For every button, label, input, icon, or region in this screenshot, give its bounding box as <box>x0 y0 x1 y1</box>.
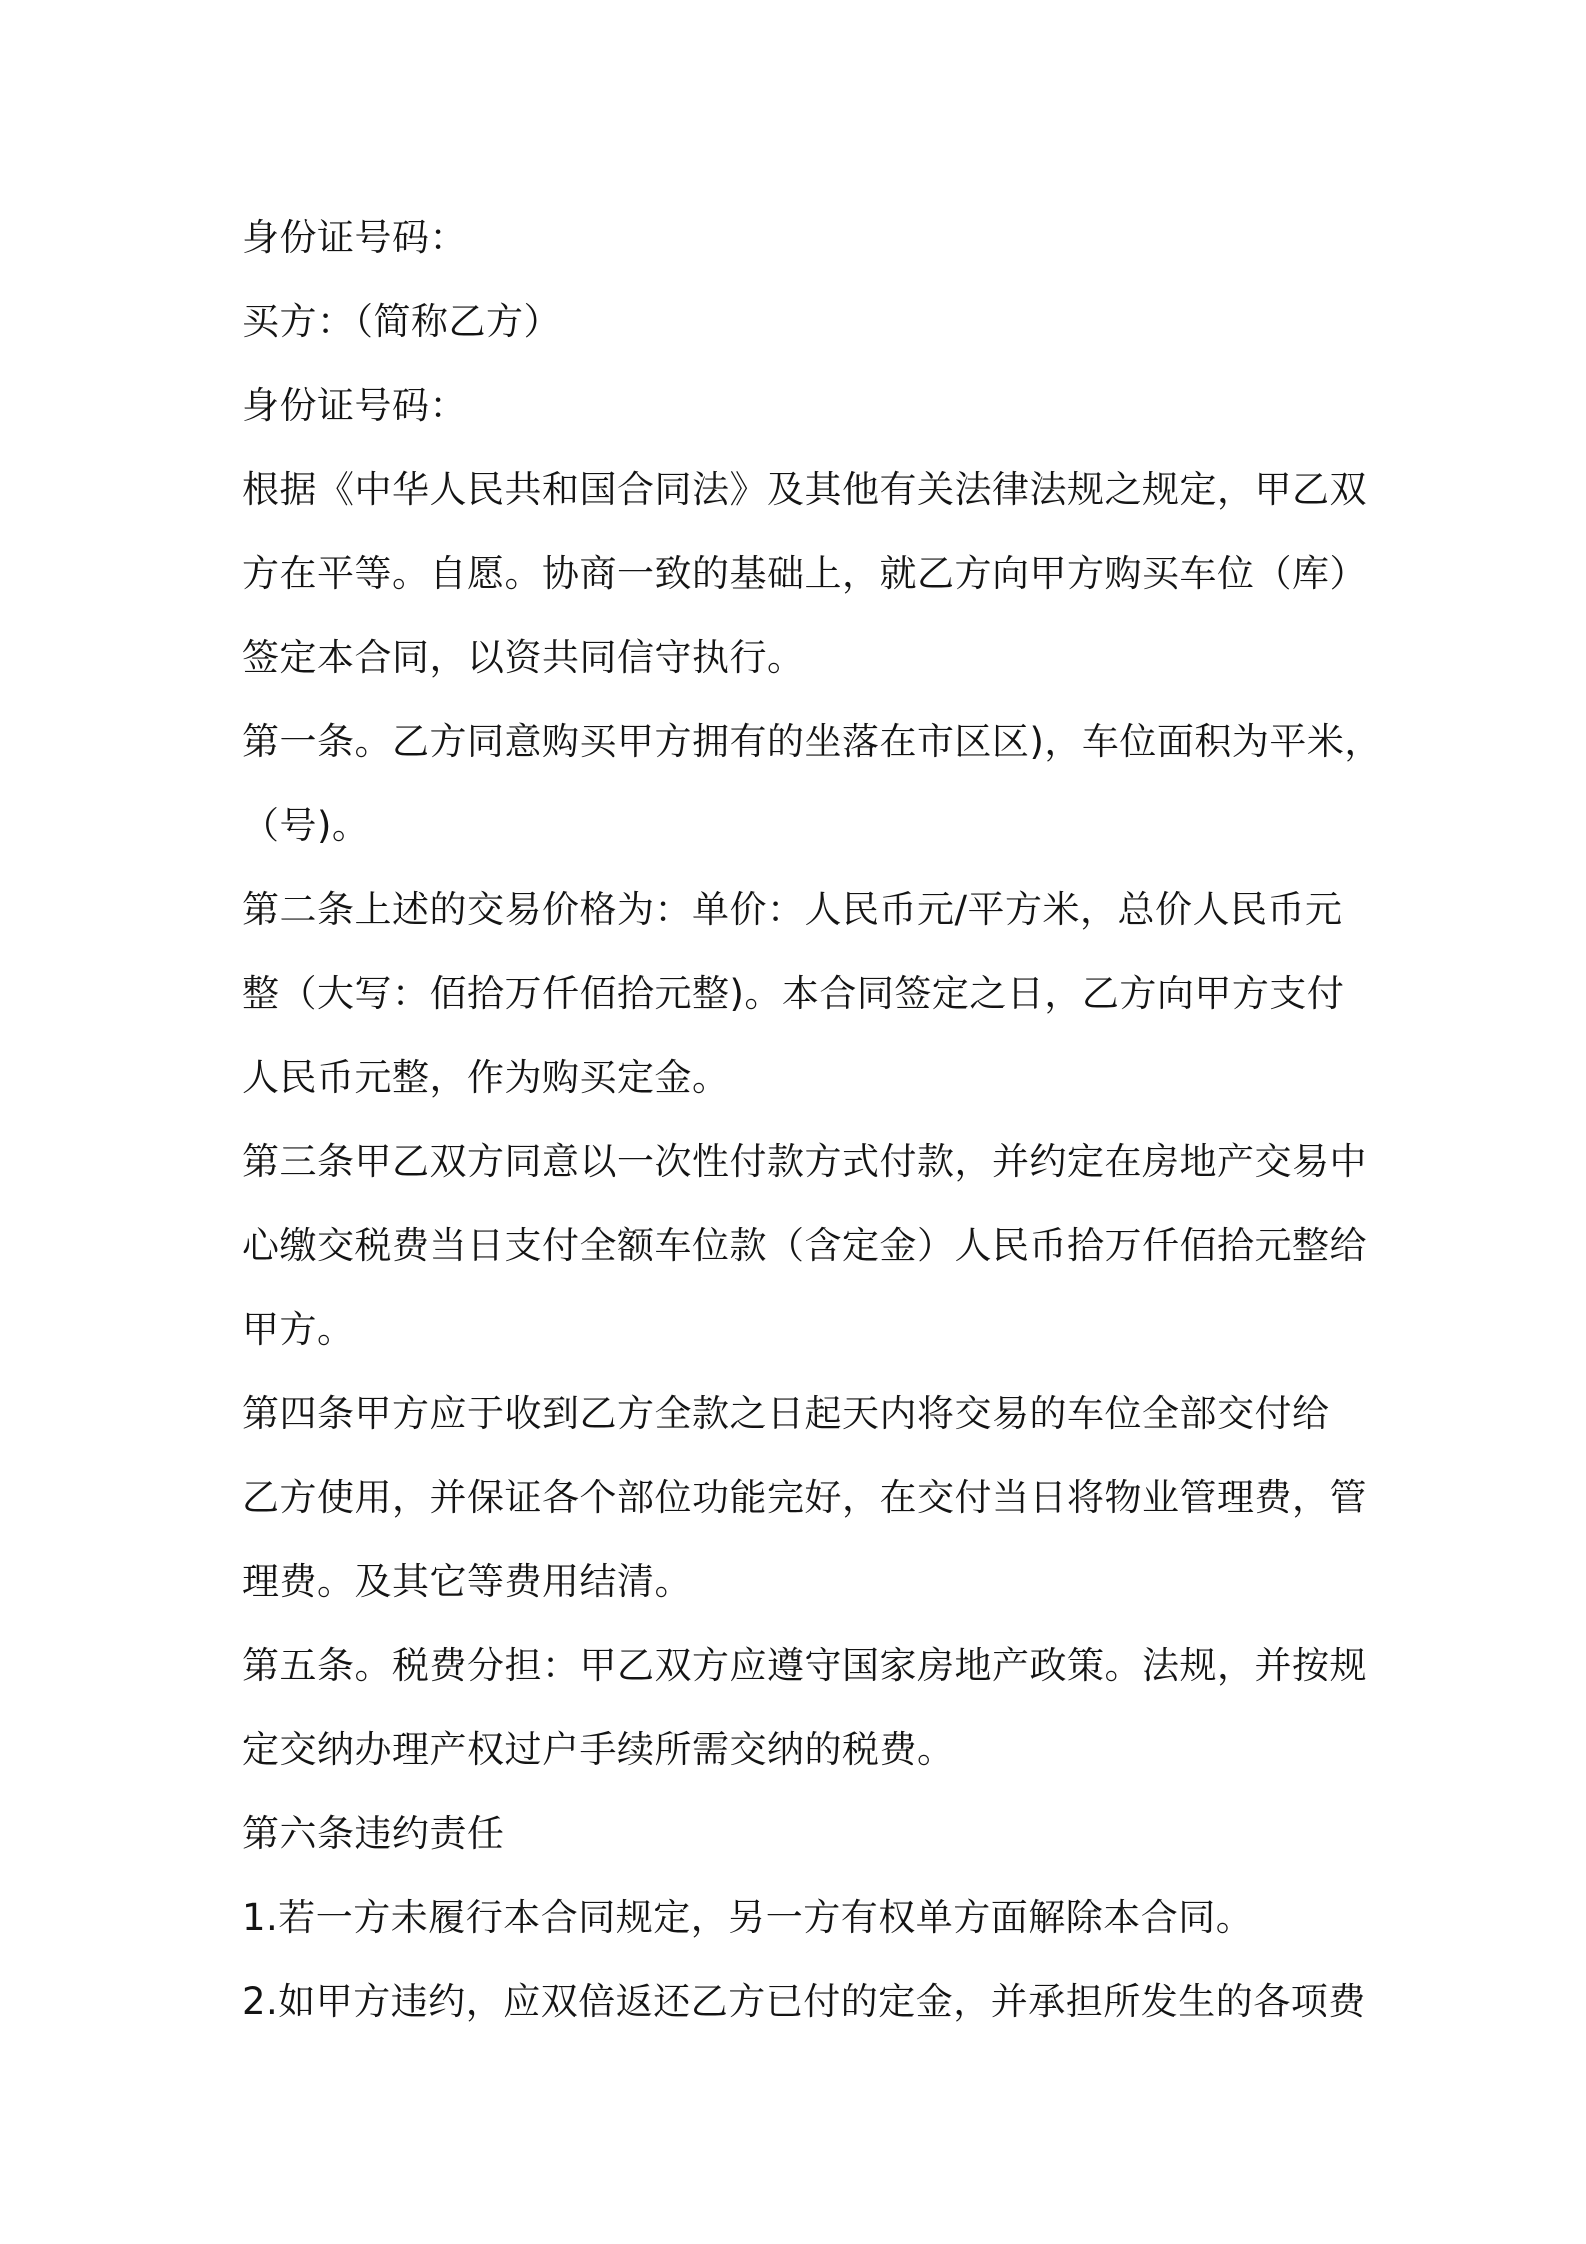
text-line-article-3-b: 心缴交税费当日支付全额车位款（含定金）人民币拾万仟佰拾元整给 <box>242 1224 1367 1267</box>
text-line-article-4-b: 乙方使用，并保证各个部位功能完好，在交付当日将物业管理费，管 <box>242 1476 1367 1519</box>
text-line-article-6-item-2: 2.如甲方违约，应双倍返还乙方已付的定金，并承担所发生的各项费 <box>242 1980 1366 2023</box>
text-line-article-1-a: 第一条。乙方同意购买甲方拥有的坐落在市区区)，车位面积为平米， <box>242 720 1382 763</box>
text-line-article-6-heading: 第六条违约责任 <box>242 1812 505 1855</box>
text-line-buyer: 买方：（简称乙方） <box>242 300 561 343</box>
text-line-article-2-c: 人民币元整，作为购买定金。 <box>242 1056 730 1099</box>
contract-text-body <box>242 196 1382 2044</box>
text-line-article-5-a: 第五条。税费分担：甲乙双方应遵守国家房地产政策。法规，并按规 <box>242 1644 1367 1687</box>
text-line-preamble-1: 根据《中华人民共和国合同法》及其他有关法律法规之规定，甲乙双 <box>242 468 1367 511</box>
text-line-preamble-3: 签定本合同，以资共同信守执行。 <box>242 636 805 679</box>
text-line-article-4-a: 第四条甲方应于收到乙方全款之日起天内将交易的车位全部交付给 <box>242 1392 1330 1435</box>
text-line-article-3-c: 甲方。 <box>242 1308 355 1351</box>
text-line-article-2-b: 整（大写：佰拾万仟佰拾元整)。本合同签定之日，乙方向甲方支付 <box>242 972 1345 1015</box>
text-line-id-number-seller: 身份证号码： <box>242 216 467 259</box>
text-line-article-1-b: （号)。 <box>242 804 370 847</box>
text-line-id-number-buyer: 身份证号码： <box>242 384 467 427</box>
text-line-preamble-2: 方在平等。自愿。协商一致的基础上，就乙方向甲方购买车位（库） <box>242 552 1367 595</box>
text-line-article-6-item-1: 1.若一方未履行本合同规定，另一方有权单方面解除本合同。 <box>242 1896 1254 1939</box>
text-line-article-5-b: 定交纳办理产权过户手续所需交纳的税费。 <box>242 1728 955 1771</box>
text-line-article-2-a: 第二条上述的交易价格为：单价：人民币元/平方米，总价人民币元 <box>242 888 1343 931</box>
text-line-article-4-c: 理费。及其它等费用结清。 <box>242 1560 692 1603</box>
text-line-article-3-a: 第三条甲乙双方同意以一次性付款方式付款，并约定在房地产交易中 <box>242 1140 1367 1183</box>
